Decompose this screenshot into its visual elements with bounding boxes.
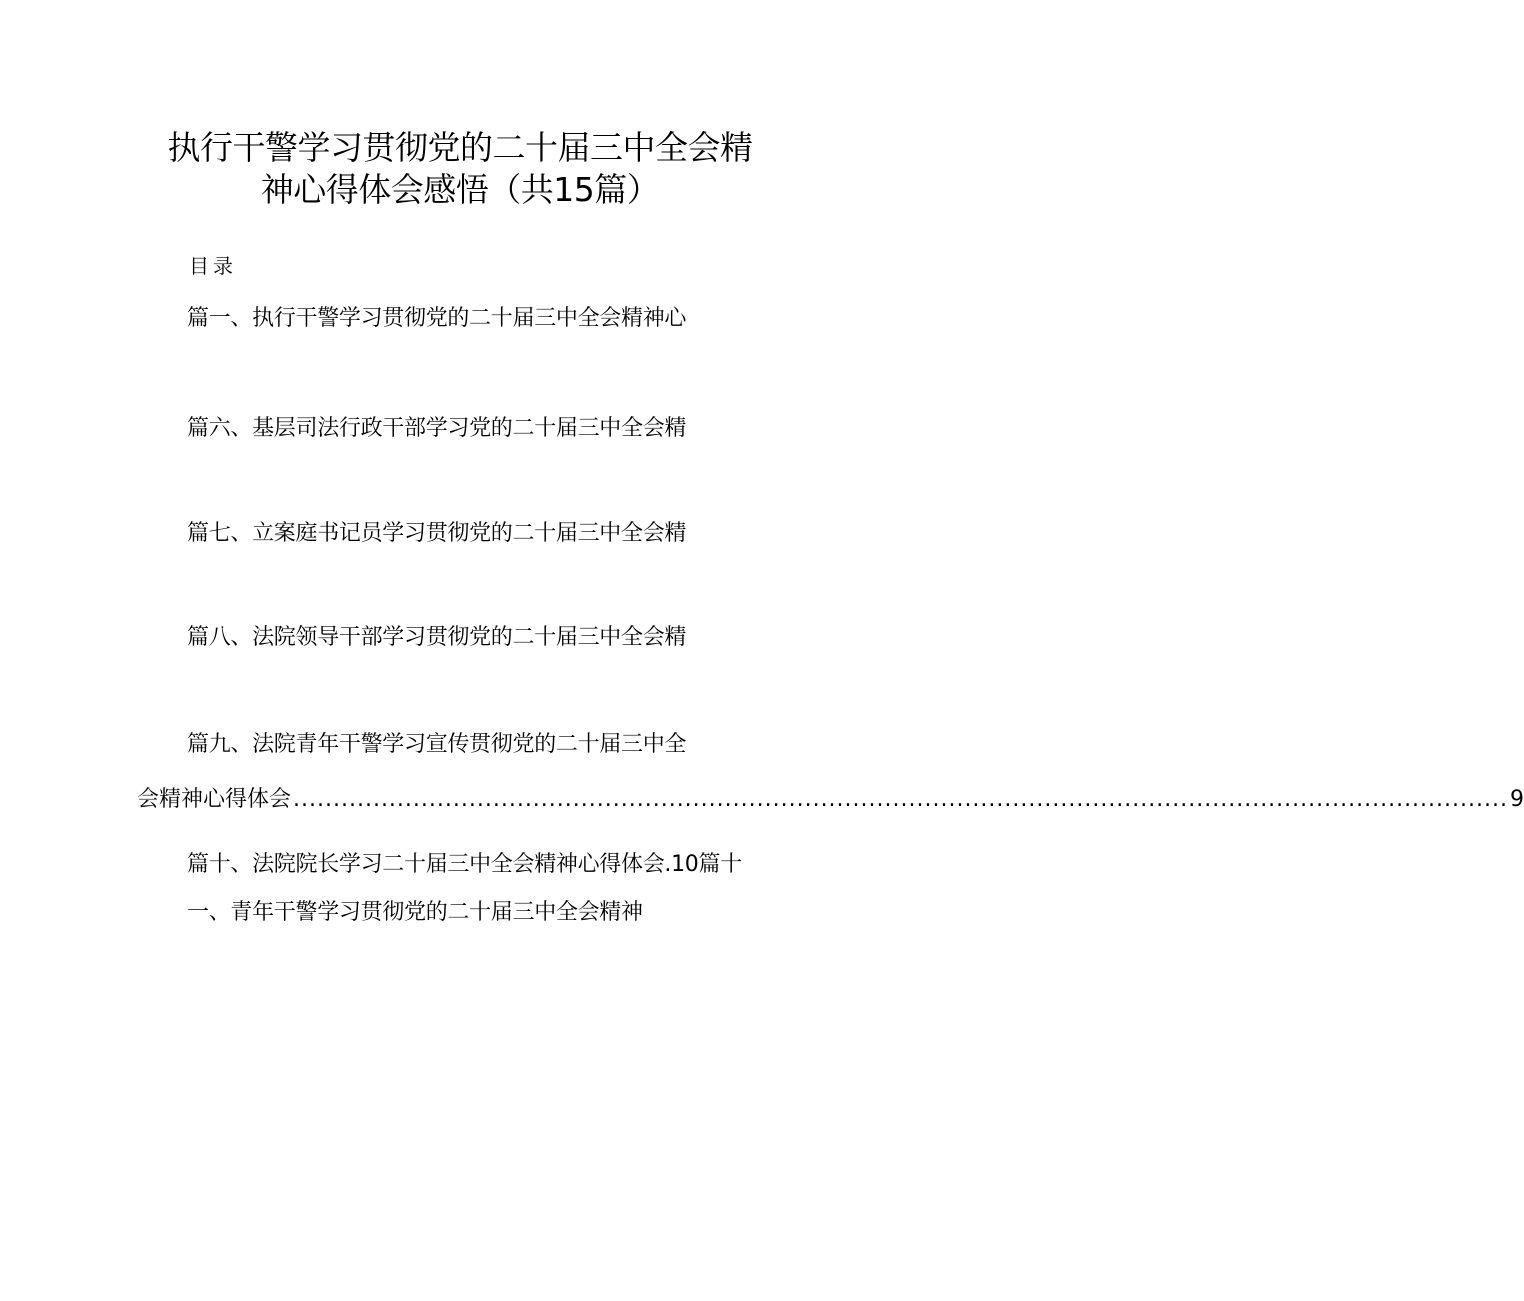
dot-leader: ........................................................................................................................................................ bbox=[293, 787, 1508, 812]
toc-entry-1[interactable]: 篇一、执行干警学习贯彻党的二十届三中全会精神心 bbox=[187, 306, 687, 331]
toc-entry-9[interactable]: 篇九、法院青年干警学习宣传贯彻党的二十届三中全 bbox=[187, 732, 687, 757]
toc-entry-9-continuation-text: 会精神心得体会 bbox=[137, 787, 292, 812]
toc-entry-9-continuation[interactable] bbox=[137, 786, 1524, 814]
title-line-2: 神心得体会感悟（共15篇） bbox=[260, 170, 660, 209]
toc-entry-7[interactable]: 篇七、立案庭书记员学习贯彻党的二十届三中全会精 bbox=[187, 521, 687, 546]
toc-label: 目录 bbox=[189, 254, 237, 278]
toc-entry-10[interactable]: 篇十、法院院长学习二十届三中全会精神心得体会.10篇十 bbox=[187, 852, 742, 877]
toc-entry-9-page-number: 9 bbox=[1509, 787, 1524, 812]
toc-entry-6[interactable]: 篇六、基层司法行政干部学习党的二十届三中全会精 bbox=[187, 416, 687, 441]
toc-entry-10-continuation[interactable]: 一、青年干警学习贯彻党的二十届三中全会精神 bbox=[187, 900, 643, 925]
toc-entry-8[interactable]: 篇八、法院领导干部学习贯彻党的二十届三中全会精 bbox=[187, 625, 687, 650]
title-line-1: 执行干警学习贯彻党的二十届三中全会精 bbox=[167, 128, 753, 167]
